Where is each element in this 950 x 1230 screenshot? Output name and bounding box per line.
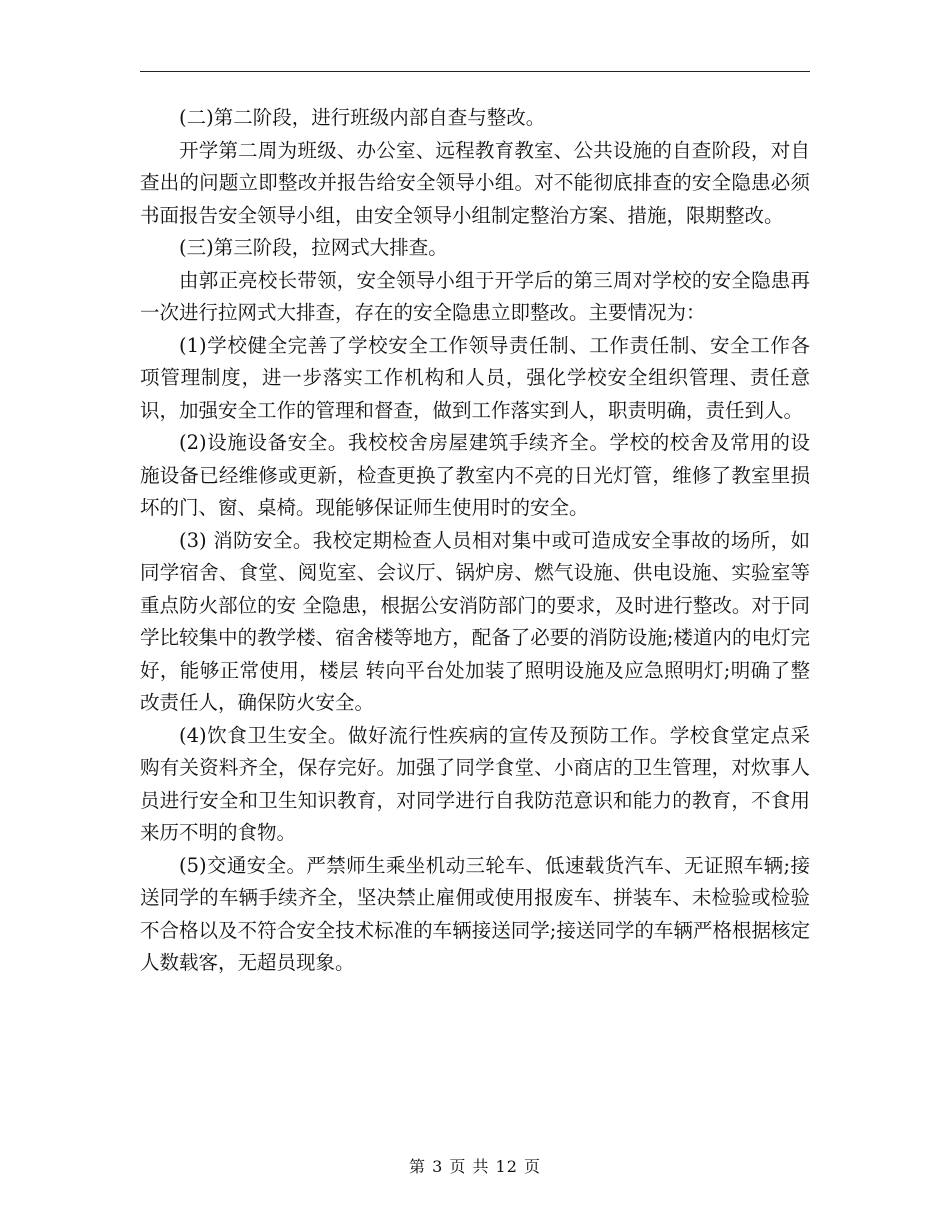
paragraph: (2)设施设备安全。我校校舍房屋建筑手续齐全。学校的校舍及常用的设施设备已经维修或更新，检查更换了教室内不亮的日光灯管，维修了教室里损坏的门、窗、桌椅。现能够保证师生使用时的安全。 xyxy=(140,431,810,519)
paragraph: (4)饮食卫生安全。做好流行性疾病的宣传及预防工作。学校食堂定点采购有关资料齐全，保存完好。加强了同学食堂、小商店的卫生管理，对炊事人员进行安全和卫生知识教育，对同学进行自我防范意识和能力的教育，不食用来历不明的食物。 xyxy=(140,723,810,844)
paragraph: (3) 消防安全。我校定期检查人员相对集中或可造成安全事故的场所，如同学宿舍、食堂、阅览室、会议厅、锅炉房、燃气设施、供电设施、实验室等重点防火部位的安 全隐患，根据公安消防部门的要求，及时进行整改。对于同学比较集中的教学楼、宿舍楼等地方，配备了必要的消防设施;楼道内的电灯完好，能够正常使用，楼层 转向平台处加装了照明设施及应急照明灯;明确了整改责任人，确保防火安全。 xyxy=(140,528,810,714)
page-footer: 第 3 页 共 12 页 xyxy=(409,1157,541,1176)
document-body xyxy=(140,102,810,980)
paragraph: 由郭正亮校长带领，安全领导小组于开学后的第三周对学校的安全隐患再一次进行拉网式大排查，存在的安全隐患立即整改。主要情况为： xyxy=(140,268,810,324)
paragraph: (1)学校健全完善了学校安全工作领导责任制、工作责任制、安全工作各项管理制度，进一步落实工作机构和人员，强化学校安全组织管理、责任意识，加强安全工作的管理和督查，做到工作落实到人，职责明确，责任到人。 xyxy=(140,333,810,422)
paragraph: 开学第二周为班级、办公室、远程教育教室、公共设施的自查阶段，对自查出的问题立即整改并报告给安全领导小组。对不能彻底排查的安全隐患必须书面报告安全领导小组，由安全领导小组制定整治方案、措施，限期整改。 xyxy=(140,138,810,227)
paragraph: (5)交通安全。严禁师生乘坐机动三轮车、低速载货汽车、无证照车辆;接送同学的车辆手续齐全，坚决禁止雇佣或使用报废车、拼装车、未检验或检验不合格以及不符合安全技术标准的车辆接送同学;接送同学的车辆严格根据核定人数载客，无超员现象。 xyxy=(140,853,810,974)
paragraph: (二)第二阶段，进行班级内部自查与整改。 xyxy=(179,106,546,129)
header-rule xyxy=(140,71,810,72)
paragraph: (三)第三阶段，拉网式大排查。 xyxy=(179,236,448,259)
